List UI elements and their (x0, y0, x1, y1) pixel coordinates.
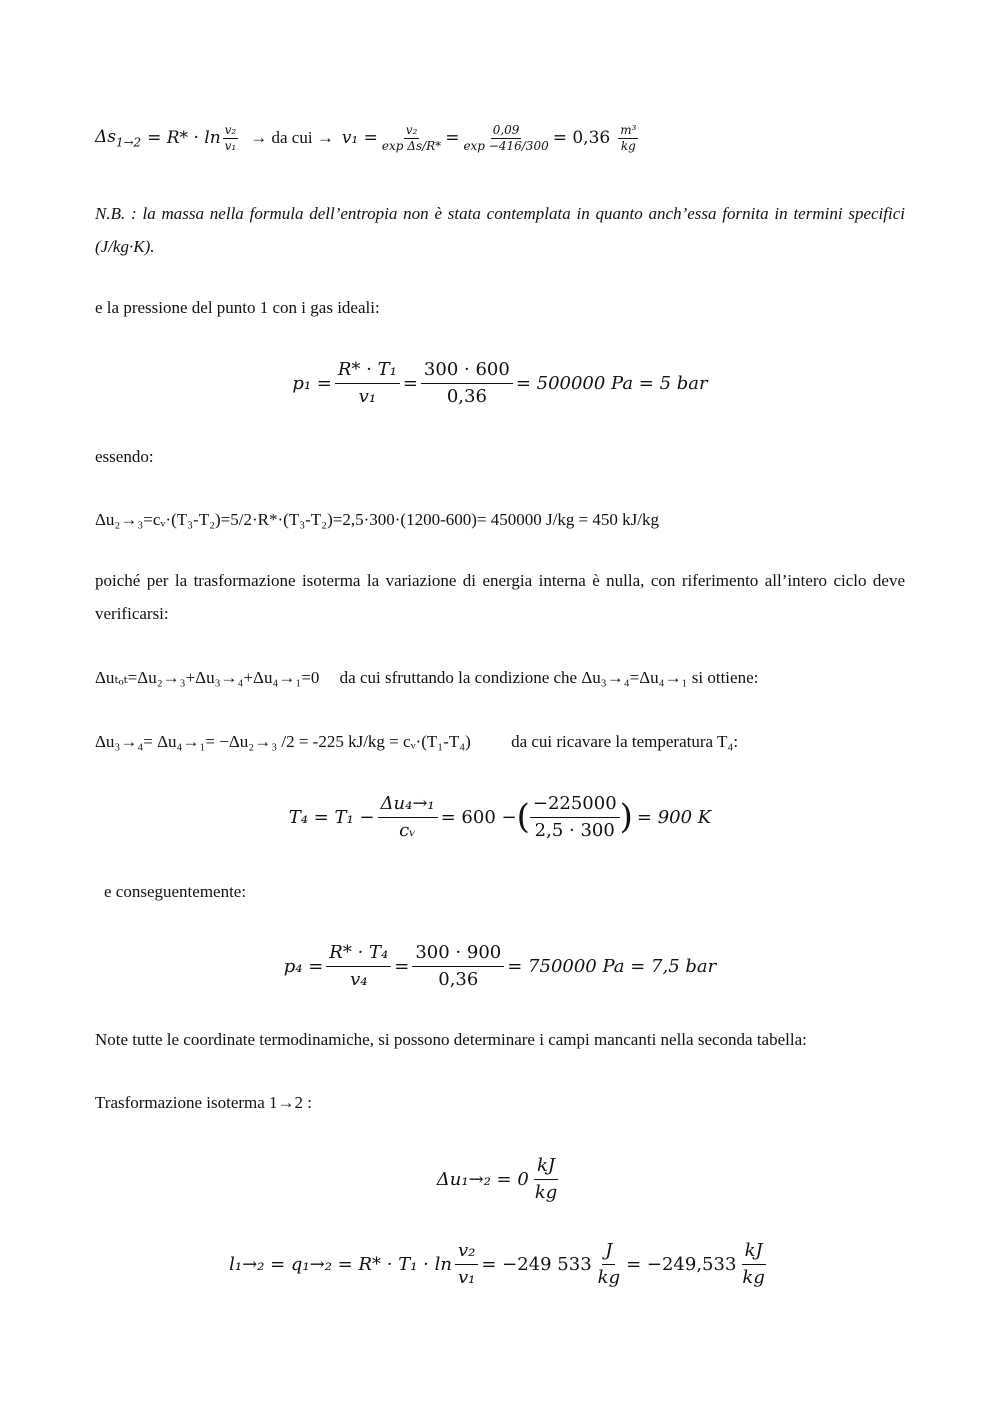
intro-pressure-p1: e la pressione del punto 1 con i gas ideali: (95, 298, 380, 317)
entropy-equation (95, 116, 640, 160)
arrow-da-cui: → da cui → (250, 128, 334, 147)
isoterma-paragraph: poiché per la trasformazione isoterma la variazione di energia interna è nulla, con riferimento all’intero ciclo deve verificarsi: (95, 571, 905, 623)
delta-u-tot: Δuₜₒₜ=Δu₂→₃+Δu₃→₄+Δu₄→₁=0 (95, 668, 320, 687)
v1-unit: $\frac{\text{m³}}{kg}$ (620, 122, 637, 153)
equation-p1 (0, 352, 1000, 414)
p4-formula-fraction: $\frac{\text{R* · T₄}}{\text{v₄}}$ (326, 941, 391, 992)
v1-numeric-fraction: $\frac{0,09}{\exp -416/300}$ (463, 122, 549, 153)
entropy-note: N.B. : la massa nella formula dell’entropia non è stata contemplata in quanto anch’essa fornita in termini specifici (J/kg·K). (95, 204, 905, 256)
t4-mid: = 600 − (440, 806, 517, 828)
delta-u-23-line: Δu₂→₃=cᵥ·(T₃-T₂)=5/2·R*·(T₃-T₂)=2,5·300·(1200-600)= 450000 J/kg = 450 kJ/kg (95, 510, 660, 529)
l12-lhs: l₁→₂ = q₁→₂ = R* · T₁ · ln (229, 1253, 452, 1275)
l12-value-j: = −249 533 (481, 1253, 592, 1275)
equation-du12 (0, 1148, 1000, 1210)
p4-numeric-fraction: $\frac{300 \cdot 900}{0,36}$ (412, 941, 504, 992)
note-coordinates: Note tutte le coordinate termodinamiche, si possono determinare i campi mancanti nella seconda tabella: (95, 1030, 807, 1049)
equals-sign: = (394, 955, 410, 977)
delta-u-tot-line (95, 661, 905, 694)
delta-u-34-line (95, 725, 905, 758)
p1-numeric-fraction: $\frac{300 \cdot 600}{0,36}$ (421, 358, 513, 409)
p4-result: = 750000 Pa = 7,5 bar (507, 955, 717, 977)
t4-formula-fraction: $\frac{\text{Δu₄→₁}}{\text{cᵥ}}$ (378, 792, 438, 843)
du12-unit: $\frac{kJ}{kg}$ (534, 1154, 558, 1203)
equals-sign: = (402, 372, 418, 394)
v1-result: = 0,36 (552, 128, 611, 148)
delta-s-symbol: $\Delta s_{1\to 2}$ (95, 126, 142, 150)
equation-p4 (0, 935, 1000, 997)
t4-lhs: T₄ = T₁ − (288, 806, 375, 828)
t4-numeric-fraction: $\frac{-225000}{2,5 \cdot 300}$ (530, 792, 620, 843)
v1-lhs: v₁ = (341, 128, 378, 148)
p1-lhs: p₁ = (292, 372, 332, 394)
conseguentemente-label: e conseguentemente: (104, 882, 247, 901)
delta-u-tot-tail: da cui sfruttando la condizione che Δu₃→₄=Δu₄→₁ si ottiene: (339, 668, 759, 687)
essendo-label: essendo: (95, 447, 154, 466)
v1-formula-fraction: $\frac{\text{v₂}}{\text{exp Δs/R*}}$ (381, 122, 442, 153)
delta-u-34: Δu₃→₄= Δu₄→₁= −Δu₂→₃ /2 = -225 kJ/kg = cᵥ·(T₁-T₄) (95, 732, 471, 751)
du12-lhs: Δu₁→₂ = 0 (436, 1168, 529, 1190)
l12-unit-kj: $\frac{kJ}{kg}$ (742, 1239, 765, 1288)
ratio-v2-v1: $\frac{\text{v₂}}{\text{v₁}}$ (224, 122, 237, 153)
equation-l12 (0, 1233, 1000, 1295)
t4-result: = 900 K (636, 806, 712, 828)
trasformazione-heading: Trasformazione isoterma 1→2 : (95, 1093, 313, 1112)
right-paren: ) (619, 797, 633, 837)
delta-u-34-tail: da cui ricavare la temperatura T₄: (511, 732, 739, 751)
equals-sign: = (445, 128, 460, 148)
l12-value-kj: = −249,533 (626, 1253, 737, 1275)
l12-unit-j: $\frac{J}{kg}$ (597, 1239, 621, 1288)
p4-lhs: p₄ = (283, 955, 324, 977)
r-star-ln: = R* · ln (147, 128, 221, 148)
p1-result: = 500000 Pa = 5 bar (515, 372, 708, 394)
l12-ratio: $\frac{\text{v₂}}{\text{v₁}}$ (455, 1239, 478, 1290)
equation-t4 (0, 786, 1000, 848)
p1-formula-fraction: $\frac{\text{R* · T₁}}{\text{v₁}}$ (335, 358, 400, 409)
left-paren: ( (516, 797, 530, 837)
